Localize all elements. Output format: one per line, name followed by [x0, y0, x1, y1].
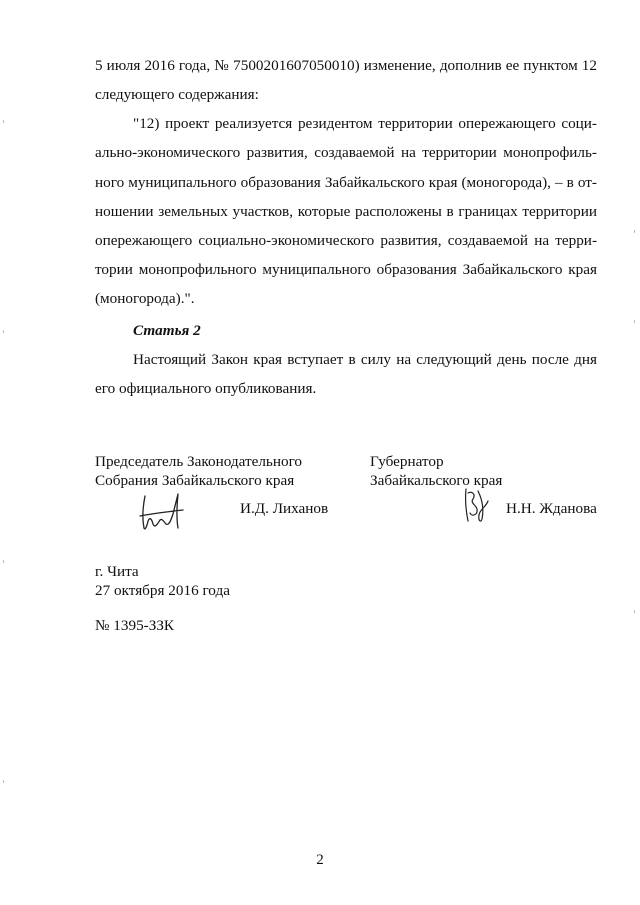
left-scan-edge-marks: [2, 0, 6, 905]
body-line-3: "12) проект реализуется резидентом территории опережающего соци-: [133, 115, 597, 132]
footer-city: г. Чита: [95, 563, 139, 580]
left-signer-title-2: Собрания Забайкальского края: [95, 472, 295, 489]
body-line-4: ально-экономического развития, создаваемой на территории монопрофиль-: [95, 144, 597, 161]
law-number: № 1395-ЗЗК: [95, 617, 175, 634]
article-line-2: его официального опубликования.: [95, 380, 317, 397]
left-signer-name: И.Д. Лиханов: [240, 500, 329, 517]
right-signer-title-2: Забайкальского края: [370, 472, 503, 489]
right-signer-title-1: Губернатор: [370, 453, 444, 470]
article-title: Статья 2: [133, 322, 201, 339]
right-handwritten-signature: [458, 485, 498, 530]
body-line-8: тории монопрофильного муниципального образования Забайкальского края: [95, 261, 597, 278]
body-line-9: (моногорода).".: [95, 290, 195, 307]
page-number: 2: [316, 852, 324, 868]
left-signer-title-1: Председатель Законодательного: [95, 453, 303, 470]
body-line-7: опережающего социально-экономического развития, создаваемой на терри-: [95, 232, 597, 249]
left-handwritten-signature: [135, 490, 190, 535]
footer-date: 27 октября 2016 года: [95, 582, 230, 599]
body-line-6: ношении земельных участков, которые расположены в границах территории: [95, 203, 597, 220]
right-signer-name: Н.Н. Жданова: [506, 500, 597, 517]
body-line-5: ного муниципального образования Забайкальского края (моногорода), – в от-: [95, 174, 597, 191]
article-line-1: Настоящий Закон края вступает в силу на следующий день после дня: [133, 351, 597, 368]
right-scan-edge-marks: [632, 0, 636, 905]
body-line-1: 5 июля 2016 года, № 7500201607050010) изменение, дополнив ее пунктом 12: [95, 57, 597, 74]
body-line-2: следующего содержания:: [95, 86, 259, 103]
